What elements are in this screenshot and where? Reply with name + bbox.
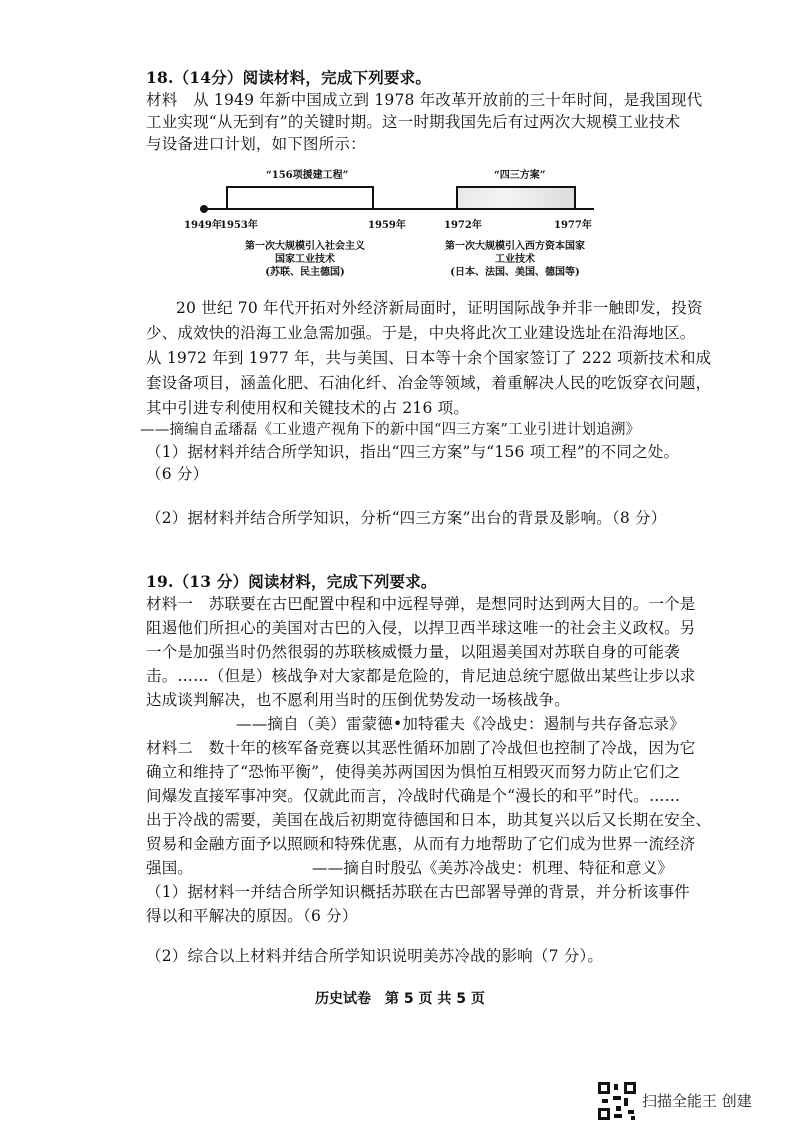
plan1-title: “156项援建工程” — [266, 170, 349, 181]
timeline-axis — [204, 208, 594, 210]
q19-subquestion-1-cont: 得以和平解决的原因。（6 分） — [146, 907, 358, 925]
q19-material1-line: 阻遏他们所担心的美国对古巴的入侵，以捍卫西半球这唯一的社会主义政权。另 — [146, 619, 696, 637]
q18-material-line: 材料 从 1949 年新中国成立到 1978 年改革开放前的三十年时间，是我国现代 — [146, 91, 703, 109]
plan1-bar — [226, 186, 374, 208]
q18-material-line: 与设备进口计划，如下图所示： — [146, 135, 366, 153]
q19-material2-line: 确立和维持了“恐怖平衡”，使得美苏两国因为惧怕互相毁灭而努力防止它们之 — [146, 763, 681, 781]
q19-material2-line: 间爆发直接军事冲突。仅就此而言，冷战时代确是个“漫长的和平”时代。…… — [146, 787, 681, 805]
q19-material1-line: 击。……（但是）核战争对大家都是危险的，肯尼迪总统宁愿做出某些让步以求 — [146, 667, 696, 685]
plan2-title: “四三方案” — [494, 170, 546, 181]
year-1972: 1972年 — [444, 220, 482, 231]
plan2-caption-line: (日本、法国、美国、德国等) — [450, 267, 580, 278]
q19-material2-line: 强国。 — [146, 859, 194, 877]
q19-subquestion-2: （2）综合以上材料并结合所学知识说明美苏冷战的影响（7 分）。 — [146, 947, 604, 965]
q18-paragraph-line: 少、成效快的沿海工业急需加强。于是，中央将此次工业建设选址在沿海地区。 — [146, 324, 696, 342]
year-1949: 1949年 — [184, 220, 222, 231]
q18-paragraph-line: 套设备项目，涵盖化肥、石油化纤、冶金等领域，着重解决人民的吃饭穿衣问题， — [146, 374, 712, 392]
q18-paragraph-line: 从 1972 年到 1977 年，共与美国、日本等十余个国家签订了 222 项新技术和成 — [146, 349, 712, 367]
plan1-caption-line: (苏联、民主德国) — [265, 267, 345, 278]
q19-material2-line: 贸易和金融方面予以照顾和特殊优惠，从而有力地帮助了它们成为世界一流经济 — [146, 835, 696, 853]
plan1-caption — [220, 240, 390, 279]
page-footer: 历史试卷 第 5 页 共 5 页 — [315, 991, 485, 1007]
plan2-caption-line: 工业技术 — [495, 254, 535, 265]
q18-subquestion-1: （1）据材料并结合所学知识，指出“四三方案”与“156 项工程”的不同之处。 — [146, 443, 680, 461]
year-1953: 1953年 — [220, 220, 258, 231]
plan1-caption-line: 国家工业技术 — [275, 254, 335, 265]
plan1-caption-line: 第一次大规模引入社会主义 — [245, 241, 365, 252]
q18-source: ——摘编自孟璠磊《工业遗产视角下的新中国“四三方案”工业引进计划追溯》 — [140, 422, 641, 438]
q19-material2-source: ——摘自时殷弘《美苏冷战史：机理、特征和意义》 — [312, 859, 674, 877]
q19-material1-line: 一个是加强当时仍然很弱的苏联核威慑力量，以阻遏美国对苏联自身的可能袭 — [146, 643, 680, 661]
q19-material1-line: 达成谈判解决，也不愿利用当时的压倒优势发动一场核战争。 — [146, 691, 570, 709]
timeline-start-dot — [200, 205, 208, 213]
q19-material2-line: 材料二 数十年的核军备竞赛以其恶性循环加剧了冷战但也控制了冷战，因为它 — [146, 739, 696, 757]
qr-code-icon — [598, 1082, 636, 1120]
plan2-caption — [430, 240, 600, 279]
year-1977: 1977年 — [554, 220, 592, 231]
q19-material1-line: 材料一 苏联要在古巴配置中程和中远程导弹，是想同时达到两大目的。一个是 — [146, 595, 696, 613]
q18-material-line: 工业实现“从无到有”的关键时期。这一时期我国先后有过两次大规模工业技术 — [146, 113, 681, 131]
q19-material1-source: ——摘自（美）雷蒙德•加特霍夫《冷战史：遏制与共存备忘录》 — [236, 715, 685, 733]
q18-paragraph-line: 20 世纪 70 年代开拓对外经济新局面时，证明国际战争并非一触即发，投资 — [176, 299, 703, 317]
q18-subquestion-1-score: （6 分） — [146, 465, 209, 483]
import-plan-timeline — [180, 162, 610, 282]
scanner-watermark-label: 扫描全能王 创建 — [642, 1092, 752, 1110]
q19-material2-line: 出于冷战的需要，美国在战后初期宽待德国和日本，助其复兴以后又长期在安全、 — [146, 811, 712, 829]
q19-header: 19.（13 分）阅读材料，完成下列要求。 — [146, 572, 437, 591]
plan2-bar — [456, 186, 576, 208]
plan2-caption-line: 第一次大规模引入西方资本国家 — [445, 241, 585, 252]
q18-subquestion-2: （2）据材料并结合所学知识，分析“四三方案”出台的背景及影响。（8 分） — [146, 509, 667, 527]
q19-subquestion-1: （1）据材料一并结合所学知识概括苏联在古巴部署导弹的背景，并分析该事件 — [146, 883, 690, 901]
year-1959: 1959年 — [368, 220, 406, 231]
q18-paragraph-line: 其中引进专利使用权和关键技术的占 216 项。 — [146, 399, 470, 417]
q18-header: 18.（14分）阅读材料，完成下列要求。 — [146, 68, 432, 87]
